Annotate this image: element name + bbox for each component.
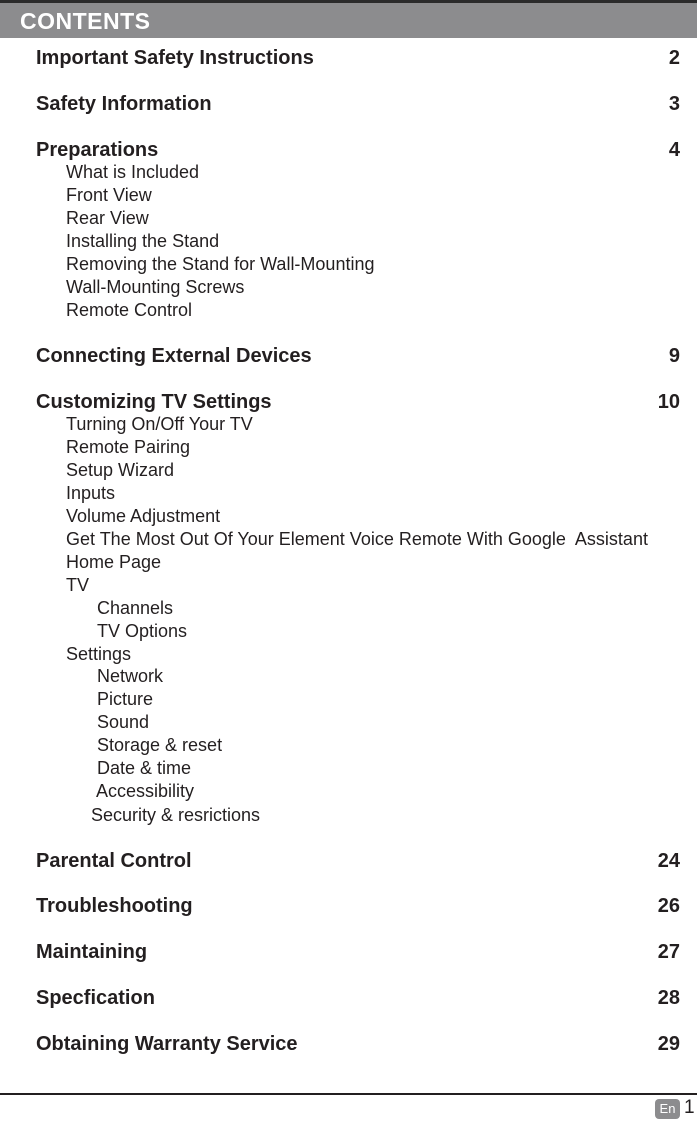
toc-entry-safety-information[interactable]	[36, 92, 680, 116]
toc-entry-page: 4	[668, 139, 680, 161]
toc-entry-specification[interactable]	[36, 986, 680, 1010]
toc-subitem[interactable]: Volume Adjustment	[66, 506, 221, 526]
toc-subitem[interactable]: Remote Control	[66, 300, 193, 320]
toc-entry-title: Troubleshooting	[36, 895, 193, 917]
toc-subsubitem[interactable]: Picture	[97, 689, 154, 709]
toc-entry-parental[interactable]	[36, 849, 680, 873]
toc-subitem[interactable]: Settings	[66, 644, 132, 664]
toc-entry-page: 2	[668, 47, 680, 69]
toc-entry-page: 10	[657, 391, 680, 413]
toc-entry-title: Customizing TV Settings	[36, 391, 272, 413]
toc-subsubitem[interactable]: Channels	[97, 598, 174, 618]
toc-entry-page: 29	[657, 1033, 680, 1055]
toc-subitem[interactable]: Rear View	[66, 208, 149, 228]
toc-subitem[interactable]: TV	[66, 575, 90, 595]
toc-subsubitem[interactable]: Security & resrictions	[91, 805, 261, 825]
toc-entry-page: 3	[668, 93, 680, 115]
toc-subsubitem[interactable]: Sound	[97, 712, 150, 732]
toc-entry-safety-instructions[interactable]	[36, 46, 680, 70]
toc-subsubitem[interactable]: Network	[97, 666, 164, 686]
footer-rule	[0, 1093, 697, 1095]
toc-subitem[interactable]: Wall-Mounting Screws	[66, 277, 245, 297]
toc-entry-title: Specfication	[36, 987, 155, 1009]
toc-subitem[interactable]: Inputs	[66, 483, 116, 503]
toc-entry-troubleshooting[interactable]	[36, 894, 680, 918]
toc-entry-warranty[interactable]	[36, 1032, 680, 1056]
toc-entry-title: Connecting External Devices	[36, 345, 312, 367]
toc-entry-title: Obtaining Warranty Service	[36, 1033, 298, 1055]
toc-entry-title: Preparations	[36, 139, 159, 161]
page-title: CONTENTS	[20, 8, 151, 34]
toc-entry-connecting[interactable]	[36, 344, 680, 368]
toc-entry-page: 28	[657, 987, 680, 1009]
language-badge: En	[655, 1099, 680, 1119]
toc-subitem[interactable]: Setup Wizard	[66, 460, 175, 480]
toc-entry-title: Important Safety Instructions	[36, 47, 314, 69]
toc-subitem[interactable]: Removing the Stand for Wall-Mounting	[66, 254, 375, 274]
toc-subitem[interactable]: Front View	[66, 185, 152, 205]
toc-subitem[interactable]: Installing the Stand	[66, 231, 220, 251]
toc-entry-preparations[interactable]	[36, 138, 680, 162]
toc-entry-title: Safety Information	[36, 93, 212, 115]
toc-subsubitem[interactable]: Storage & reset	[97, 735, 223, 755]
toc-subsubitem[interactable]: Accessibility	[96, 781, 195, 801]
toc-subitem[interactable]: What is Included	[66, 162, 200, 182]
toc-entry-maintaining[interactable]	[36, 940, 680, 964]
toc-subitem[interactable]: Home Page	[66, 552, 162, 572]
toc-entry-title: Maintaining	[36, 941, 148, 963]
toc-entry-customizing[interactable]	[36, 390, 680, 414]
toc-entry-page: 9	[668, 345, 680, 367]
toc-entry-page: 27	[657, 941, 680, 963]
toc-subitem[interactable]: Get The Most Out Of Your Element Voice Remote With Google Assistant	[66, 529, 648, 549]
toc-subsubitem[interactable]: Date & time	[97, 758, 192, 778]
toc-entry-title: Parental Control	[36, 850, 192, 872]
toc-entry-page: 26	[657, 895, 680, 917]
page-number: 1	[684, 1097, 695, 1118]
toc-subitem[interactable]: Turning On/Off Your TV	[66, 414, 253, 434]
toc-subsubitem[interactable]: TV Options	[97, 621, 188, 641]
toc-entry-page: 24	[657, 850, 680, 872]
toc-subitem[interactable]: Remote Pairing	[66, 437, 191, 457]
